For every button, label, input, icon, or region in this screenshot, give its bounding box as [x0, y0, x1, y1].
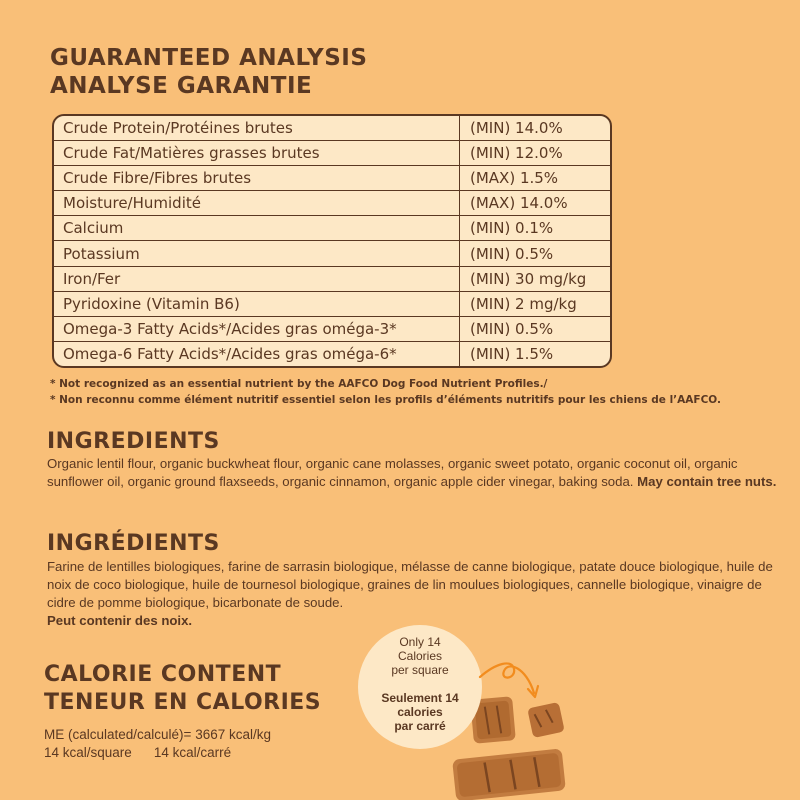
nutrient-name: Potassium — [54, 241, 460, 266]
nutrient-name: Omega-6 Fatty Acids*/Acides gras oméga-6* — [63, 344, 397, 363]
callout-text-fr — [358, 691, 482, 733]
nutrient-name: Crude Fibre/Fibres brutes — [54, 166, 460, 191]
nutrient-value: (MIN) 14.0% — [460, 116, 611, 141]
analysis-row — [54, 341, 610, 366]
nutrient-name: Omega-3 Fatty Acids*/Acides gras oméga-3* — [54, 316, 460, 341]
nutrient-name: Moisture/Humidité — [54, 191, 460, 216]
callout-en-line-1: Only 14 — [399, 635, 441, 649]
calorie-callout-badge — [358, 625, 482, 749]
guaranteed-analysis-title-en: GUARANTEED ANALYSIS — [50, 45, 368, 71]
callout-fr-line-2: calories — [397, 705, 443, 719]
calorie-content-title-en: CALORIE CONTENT — [44, 662, 282, 687]
allergen-warning-en: May contain tree nuts. — [637, 474, 777, 489]
calories-per-square-en: 14 kcal/square — [44, 745, 132, 760]
nutrient-name: Crude Fat/Matières grasses brutes — [54, 141, 460, 166]
nutrient-value: (MIN) 12.0% — [460, 141, 611, 166]
analysis-row — [54, 166, 610, 191]
analysis-row — [54, 141, 610, 166]
metabolizable-energy: ME (calculated/calculé)= 3667 kcal/kg — [44, 727, 271, 742]
footnote-fr: * Non reconnu comme élément nutritif essentiel selon les profils d’éléments nutritifs pour les chiens de l’AAFCO. — [50, 394, 721, 406]
nutrient-value: (MAX) 1.5% — [460, 166, 611, 191]
nutrient-value: (MIN) 0.5% — [460, 316, 611, 341]
nutrient-name: Calcium — [54, 216, 460, 241]
nutrient-name: Pyridoxine (Vitamin B6) — [54, 291, 460, 316]
callout-en-line-2: Calories — [397, 649, 442, 663]
nutrient-value: (MIN) 2 mg/kg — [460, 291, 611, 316]
nutrient-value: (MIN) 1.5% — [460, 341, 611, 366]
curved-arrow-icon — [478, 655, 548, 705]
ingredients-title-fr: INGRÉDIENTS — [47, 531, 220, 556]
calories-per-square — [44, 745, 231, 760]
nutrient-name: Crude Protein/Protéines brutes — [54, 116, 460, 141]
analysis-row — [54, 266, 610, 291]
nutrient-value: (MIN) 0.5% — [460, 241, 611, 266]
nutrient-value: (MAX) 14.0% — [460, 191, 611, 216]
ingredients-text-fr — [47, 558, 782, 630]
callout-fr-line-3: par carré — [394, 719, 446, 733]
guaranteed-analysis-table — [52, 114, 612, 368]
allergen-warning-fr: Peut contenir des noix. — [47, 613, 193, 628]
calorie-content-title-fr: TENEUR EN CALORIES — [44, 690, 322, 715]
ingredients-text-en — [47, 455, 782, 491]
analysis-row — [54, 241, 610, 266]
treat-square-small — [527, 702, 565, 738]
callout-fr-line-1: Seulement 14 — [381, 691, 459, 705]
ingredients-title-en: INGREDIENTS — [47, 429, 220, 454]
analysis-row — [54, 191, 610, 216]
footnote-en: * Not recognized as an essential nutrient by the AAFCO Dog Food Nutrient Profiles./ — [50, 378, 548, 390]
analysis-row — [54, 291, 610, 316]
treat-bar-large — [452, 748, 566, 800]
analysis-row — [54, 116, 610, 141]
callout-text-en — [358, 635, 482, 677]
nutrient-value: (MIN) 30 mg/kg — [460, 266, 611, 291]
calories-per-square-fr: 14 kcal/carré — [153, 745, 232, 760]
ingredients-list-en: Organic lentil flour, organic buckwheat flour, organic cane molasses, organic sweet potato, organic coconut oil, organic sunflower oil, organic ground flaxseeds, organic cinnamon, organic apple cider vinegar, baking soda. — [47, 456, 738, 489]
guaranteed-analysis-title-fr: ANALYSE GARANTIE — [50, 73, 313, 99]
nutrient-value: (MIN) 0.1% — [460, 216, 611, 241]
analysis-row — [54, 216, 610, 241]
nutrient-name: Iron/Fer — [54, 266, 460, 291]
callout-en-line-3: per square — [391, 663, 449, 677]
analysis-row — [54, 316, 610, 341]
ingredients-list-fr: Farine de lentilles biologiques, farine de sarrasin biologique, mélasse de canne biologique, patate douce biologique, huile de noix de coco biologique, huile de tournesol biologique, graines de lin moulues biologiques, cannelle biologique, vinaigre de cidre de pomme biologique, bicarbonate de soude. — [47, 559, 773, 610]
